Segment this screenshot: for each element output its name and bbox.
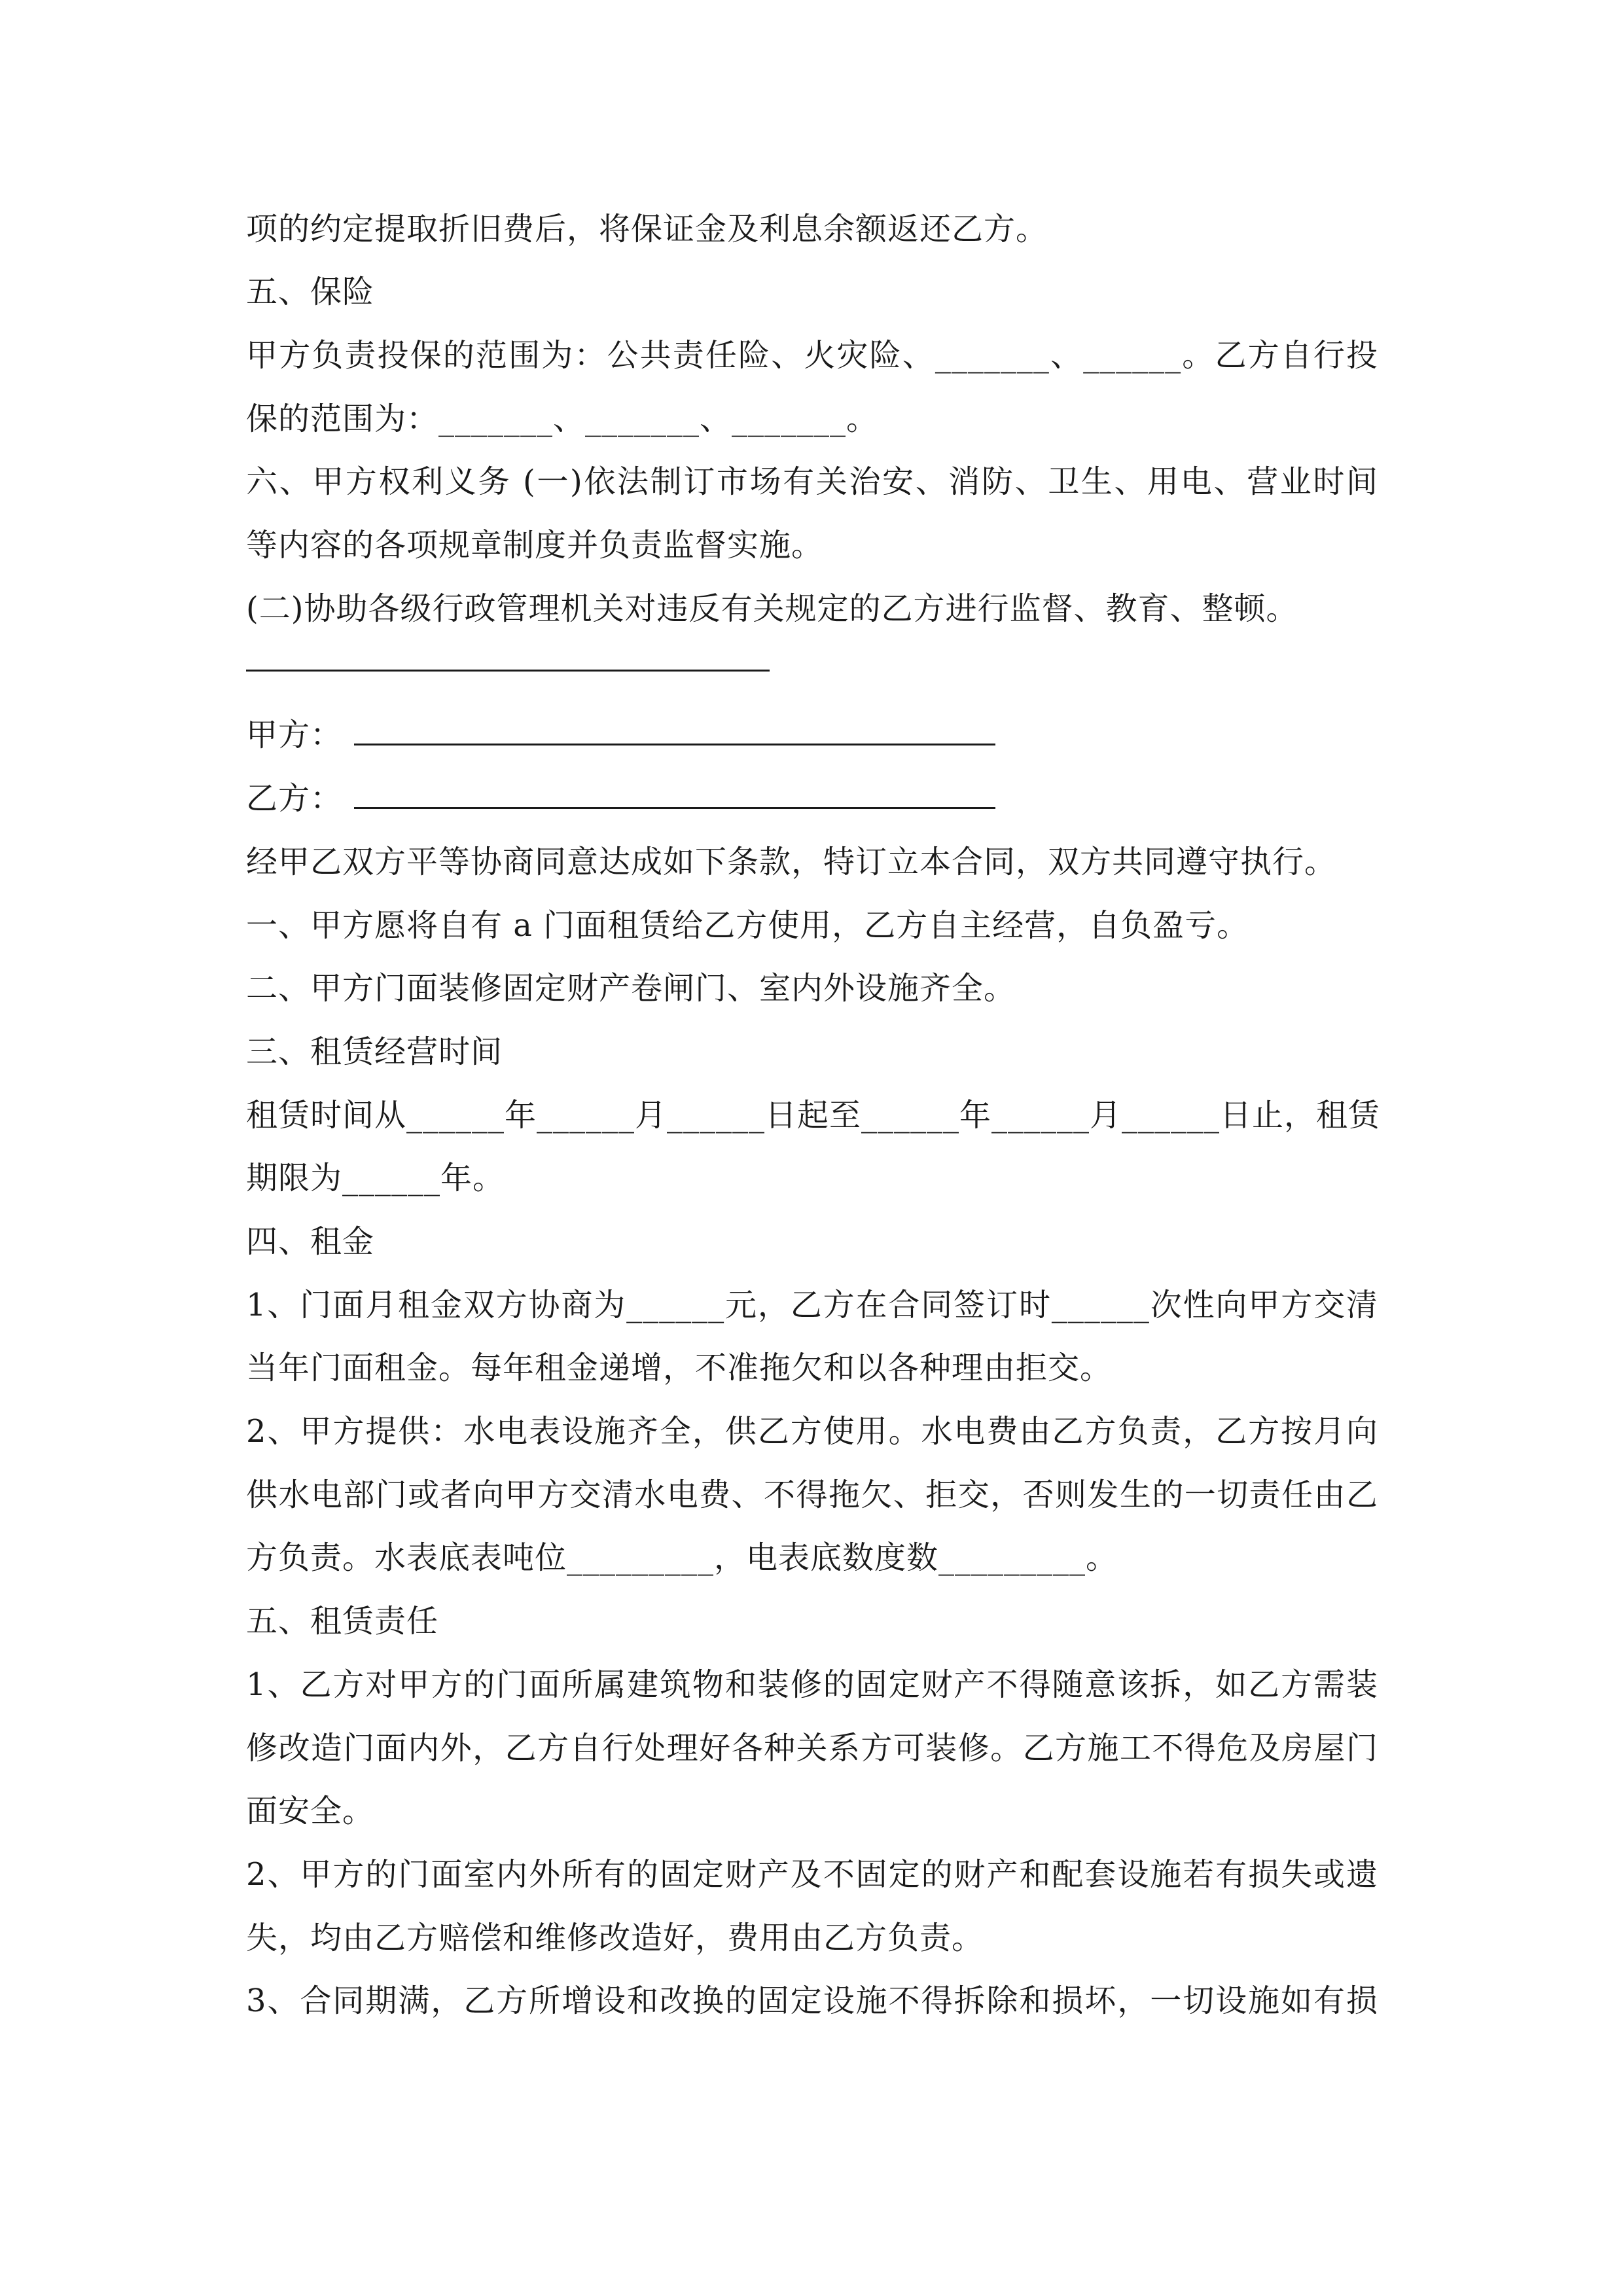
paragraph-line: 面安全。 [246,1793,375,1829]
paragraph-line: 2、甲方的门面室内外所有的固定财产及不固定的财产和配套设施若有损失或遗 [246,1856,1378,1893]
paragraph-line: 修改造门面内外，乙方自行处理好各种关系方可装修。乙方施工不得危及房屋门 [246,1730,1378,1767]
section-heading-insurance: 五、保险 [246,274,375,310]
paragraph-line: 1、门面月租金双方协商为______元，乙方在合同签订时______次性向甲方交清 [246,1287,1378,1323]
paragraph-line: 方负责。水表底表吨位_________，电表底数度数_________。 [246,1539,1118,1576]
party-b-label: 乙方： [246,780,343,817]
section-heading-rent: 四、租金 [246,1223,375,1260]
paragraph-line: 失，均由乙方赔偿和维修改造好，费用由乙方负责。 [246,1920,984,1956]
party-a-blank [354,744,995,745]
party-b-blank [354,807,995,809]
paragraph-line: 当年门面租金。每年租金递增，不准拖欠和以各种理由拒交。 [246,1350,1113,1386]
paragraph-line: (二)协助各级行政管理机关对违反有关规定的乙方进行监督、教育、整顿。 [246,590,1298,627]
paragraph-line: 二、甲方门面装修固定财产卷闸门、室内外设施齐全。 [246,970,1016,1007]
paragraph-line: 3、合同期满，乙方所增设和改换的固定设施不得拆除和损坏，一切设施如有损 [246,1982,1378,2019]
paragraph-line: 一、甲方愿将自有 a 门面租赁给乙方使用，乙方自主经营，自负盈亏。 [246,907,1249,944]
paragraph-line: 2、甲方提供：水电表设施齐全，供乙方使用。水电费由乙方负责，乙方按月向 [246,1413,1378,1450]
paragraph-line: 六、甲方权利义务 (一)依法制订市场有关治安、消防、卫生、用电、营业时间 [246,463,1378,500]
paragraph-line: 经甲乙双方平等协商同意达成如下条款，特订立本合同，双方共同遵守执行。 [246,844,1337,880]
party-a-signature-line [246,717,1378,753]
section-divider [246,670,770,672]
paragraph-line: 租赁时间从______年______月______日起至______年______月______日止，租赁 [246,1097,1381,1134]
paragraph-line: 甲方负责投保的范围为：公共责任险、火灾险、_______、______。乙方自行投 [246,337,1378,374]
paragraph-line: 等内容的各项规章制度并负责监督实施。 [246,527,824,564]
party-b-signature-line [246,780,1378,817]
paragraph-line: 期限为______年。 [246,1160,505,1196]
party-a-label: 甲方： [246,717,343,753]
paragraph-line: 项的约定提取折旧费后，将保证金及利息余额返还乙方。 [246,211,1048,247]
paragraph-line: 1、乙方对甲方的门面所属建筑物和装修的固定财产不得随意该拆，如乙方需装 [246,1666,1378,1703]
paragraph-line: 保的范围为：_______、_______、_______。 [246,401,879,437]
section-heading-lease-term: 三、租赁经营时间 [246,1033,503,1070]
section-heading-lease-responsibility: 五、租赁责任 [246,1603,439,1640]
paragraph-line: 供水电部门或者向甲方交清水电费、不得拖欠、拒交，否则发生的一切责任由乙 [246,1477,1378,1513]
